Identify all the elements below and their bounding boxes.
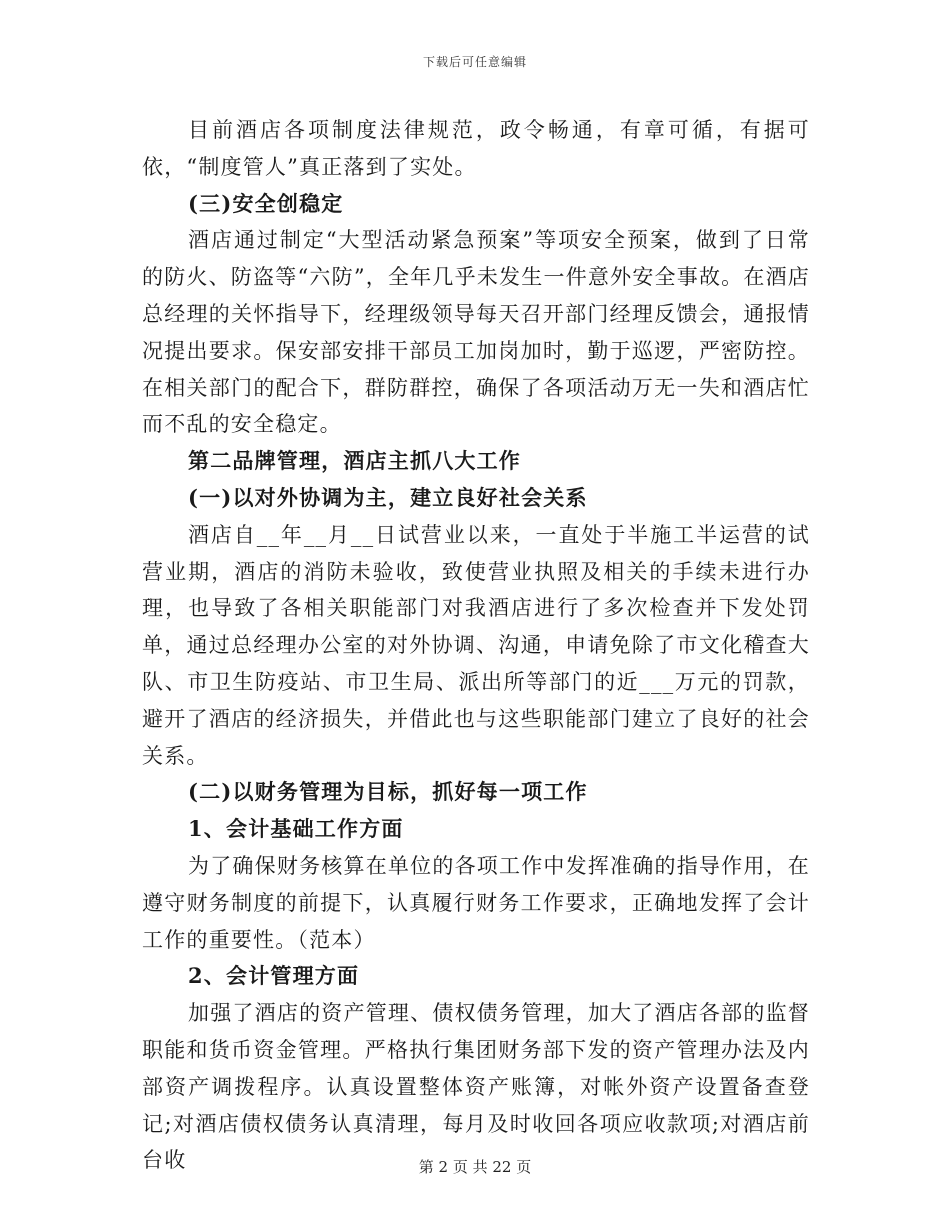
paragraph-rules-system: 目前酒店各项制度法律规范，政令畅通，有章可循，有据可依，“制度管人”真正落到了实处。 xyxy=(142,118,810,179)
heading-accounting-basics: 1、会计基础工作方面 xyxy=(188,816,404,842)
heading-safety-stability: (三)安全创稳定 xyxy=(188,190,344,216)
heading-brand-management: 第二品牌管理，酒店主抓八大工作 xyxy=(188,448,521,474)
document-body xyxy=(142,112,810,1179)
paragraph-accounting-basics: 为了确保财务核算在单位的各项工作中发挥准确的指导作用，在遵守财务制度的前提下，认真履行财务工作要求，正确地发挥了会计工作的重要性。（范本） xyxy=(142,853,810,952)
page-number-footer: 第 2 页 共 22 页 xyxy=(418,1158,532,1176)
heading-accounting-management: 2、会计管理方面 xyxy=(188,963,360,989)
paragraph-external-coordination: 酒店自__年__月__日试营业以来，一直处于半施工半运营的试营业期，酒店的消防未验收，致使营业执照及相关的手续未进行办理，也导致了各相关职能部门对我酒店进行了多次检查并下发处罚单，通过总经理办公室的对外协调、沟通，申请免除了市文化稽查大队、市卫生防疫站、市卫生局、派出所等部门的近___万元的罚款，避开了酒店的经济损失，并借此也与这些职能部门建立了良好的社会关系。 xyxy=(142,522,810,768)
page-header: 下载后可任意编辑 xyxy=(422,55,527,69)
heading-external-coordination: (一)以对外协调为主，建立良好社会关系 xyxy=(188,484,588,510)
heading-financial-management: (二)以财务管理为目标，抓好每一项工作 xyxy=(188,779,588,805)
paragraph-accounting-management: 加强了酒店的资产管理、债权债务管理，加大了酒店各部的监督职能和货币资金管理。严格执行集团财务部下发的资产管理办法及内部资产调拨程序。认真设置整体资产账簿，对帐外资产设置备查登记;对酒店债权债务认真清理，每月及时收回各项应收款项;对酒店前台收 xyxy=(142,1001,810,1173)
paragraph-safety-measures: 酒店通过制定“大型活动紧急预案”等项安全预案，做到了日常的防火、防盗等“六防”，全年几乎未发生一件意外安全事故。在酒店总经理的关怀指导下，经理级领导每天召开部门经理反馈会，通报情况提出要求。保安部安排干部员工加岗加时，勤于巡逻，严密防控。在相关部门的配合下，群防群控，确保了各项活动万无一失和酒店忙而不乱的安全稳定。 xyxy=(142,228,810,437)
